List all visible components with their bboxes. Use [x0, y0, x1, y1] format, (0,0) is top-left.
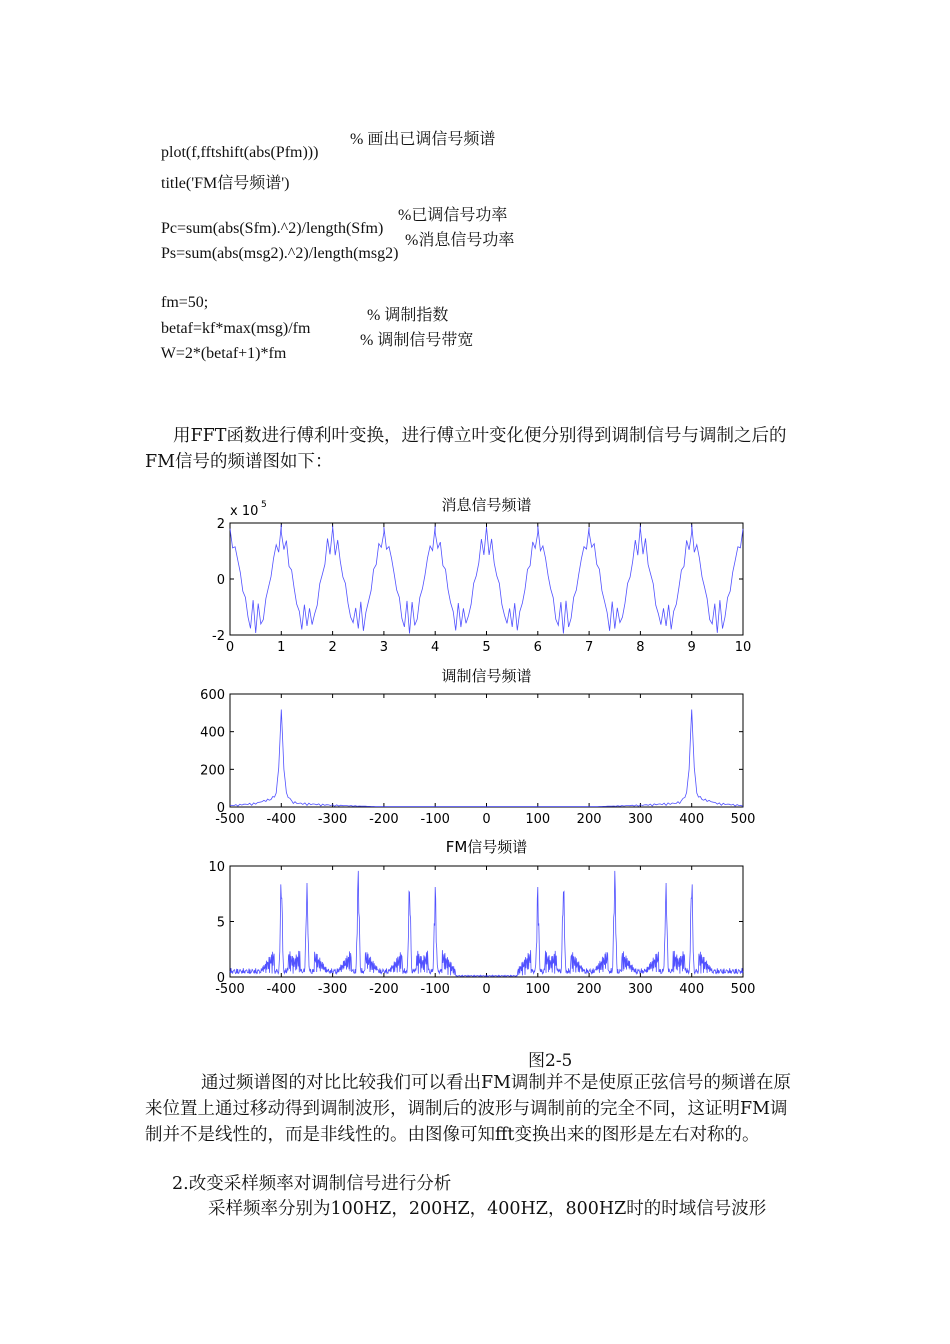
- code-text: W=2*(betaf+1)*fm: [160, 345, 287, 362]
- code-text: Ps=sum(abs(msg2).^2)/length(msg2): [161, 245, 399, 262]
- x-tick-label: 100: [525, 982, 551, 997]
- x-tick-label: -200: [369, 982, 399, 997]
- code-comment: %消息信号功率: [405, 232, 515, 249]
- x-tick-label: 0: [225, 640, 235, 655]
- x-tick-label: 100: [525, 812, 551, 827]
- intro-paragraph: 用FFT函数进行傅利叶变换，进行傅立叶变化便分别得到调制信号与调制之后的FM信号的频谱图如下：: [145, 426, 787, 472]
- x-tick-label: 4: [431, 640, 440, 655]
- code-text: betaf=kf*max(msg)/fm: [161, 320, 311, 337]
- y-scale-label: x 10: [230, 504, 259, 519]
- x-tick-label: -400: [266, 982, 297, 997]
- y-tick-label: 0: [216, 573, 225, 588]
- axes-box: [230, 866, 743, 977]
- y-tick-label: 400: [200, 725, 225, 741]
- code-comment: % 画出已调信号频谱: [350, 131, 496, 148]
- x-tick-label: 200: [576, 982, 602, 997]
- code-text: fm=50;: [161, 294, 209, 311]
- x-tick-label: 500: [730, 982, 756, 997]
- y-tick-label: 0: [216, 801, 225, 816]
- x-tick-label: 8: [636, 640, 645, 655]
- x-tick-label: -400: [266, 812, 297, 827]
- figure-svg: [195, 490, 775, 1010]
- x-tick-label: 300: [627, 812, 653, 827]
- x-tick-label: 9: [687, 640, 696, 655]
- y-tick-label: 600: [200, 688, 225, 703]
- x-tick-label: 300: [627, 982, 653, 997]
- x-tick-label: 2: [328, 640, 337, 655]
- x-tick-label: -100: [420, 812, 450, 827]
- chart-title: 调制信号频谱: [441, 667, 532, 685]
- series-line: [230, 710, 743, 807]
- x-tick-label: 7: [584, 640, 594, 655]
- y-tick-label: 5: [216, 915, 225, 931]
- code-text: Pc=sum(abs(Sfm).^2)/length(Sfm): [161, 220, 384, 237]
- x-tick-label: -500: [215, 812, 245, 827]
- x-tick-label: -300: [317, 982, 348, 997]
- axes-box: [230, 523, 743, 635]
- code-comment: % 调制信号带宽: [360, 332, 474, 349]
- x-tick-label: 0: [482, 982, 491, 997]
- chart-title: 消息信号频谱: [441, 496, 532, 514]
- code-comment: % 调制指数: [367, 307, 449, 324]
- series-line: [230, 525, 743, 634]
- x-tick-label: 1: [277, 640, 286, 655]
- y-tick-label: 0: [216, 971, 225, 986]
- chart-title: FM信号频谱: [445, 838, 528, 856]
- y-tick-label: -2: [212, 629, 225, 644]
- x-tick-label: 10: [734, 640, 752, 655]
- section-heading: 2.改变采样频率对调制信号进行分析: [172, 1174, 452, 1194]
- code-text: plot(f,fftshift(abs(Pfm))): [161, 144, 319, 161]
- figure-caption: 图2-5: [528, 1051, 573, 1071]
- sampling-line: 采样频率分别为100HZ，200HZ，400HZ，800HZ时的时域信号波形: [208, 1199, 767, 1219]
- analysis-paragraph: 通过频谱图的对比比较我们可以看出FM调制并不是使原正弦信号的频谱在原来位置上通过移动得到调制波形，调制后的波形与调制前的完全不同，这证明FM调制并不是线性的，而是非线性的。由图像可知fft变换出来的图形是左右对称的。: [145, 1073, 792, 1145]
- x-tick-label: 5: [482, 640, 491, 655]
- x-tick-label: 0: [482, 812, 491, 827]
- x-tick-label: 3: [379, 640, 389, 655]
- axes-box: [230, 694, 743, 807]
- x-tick-label: -100: [420, 982, 450, 997]
- x-tick-label: 200: [576, 812, 602, 827]
- code-text: title('FM信号频谱'): [161, 175, 290, 192]
- y-scale-exponent: 5: [261, 500, 267, 510]
- x-tick-label: -300: [317, 812, 348, 827]
- x-tick-label: 500: [730, 812, 756, 827]
- y-tick-label: 200: [200, 763, 225, 779]
- x-tick-label: 6: [533, 640, 542, 655]
- y-tick-label: 10: [208, 860, 225, 875]
- series-line: [230, 871, 743, 976]
- x-tick-label: 400: [679, 812, 705, 827]
- x-tick-label: 400: [679, 982, 705, 997]
- x-tick-label: -500: [215, 982, 245, 997]
- x-tick-label: -200: [369, 812, 399, 827]
- figure-spectra: [195, 490, 775, 1015]
- code-comment: %已调信号功率: [398, 207, 508, 224]
- y-tick-label: 2: [216, 517, 225, 532]
